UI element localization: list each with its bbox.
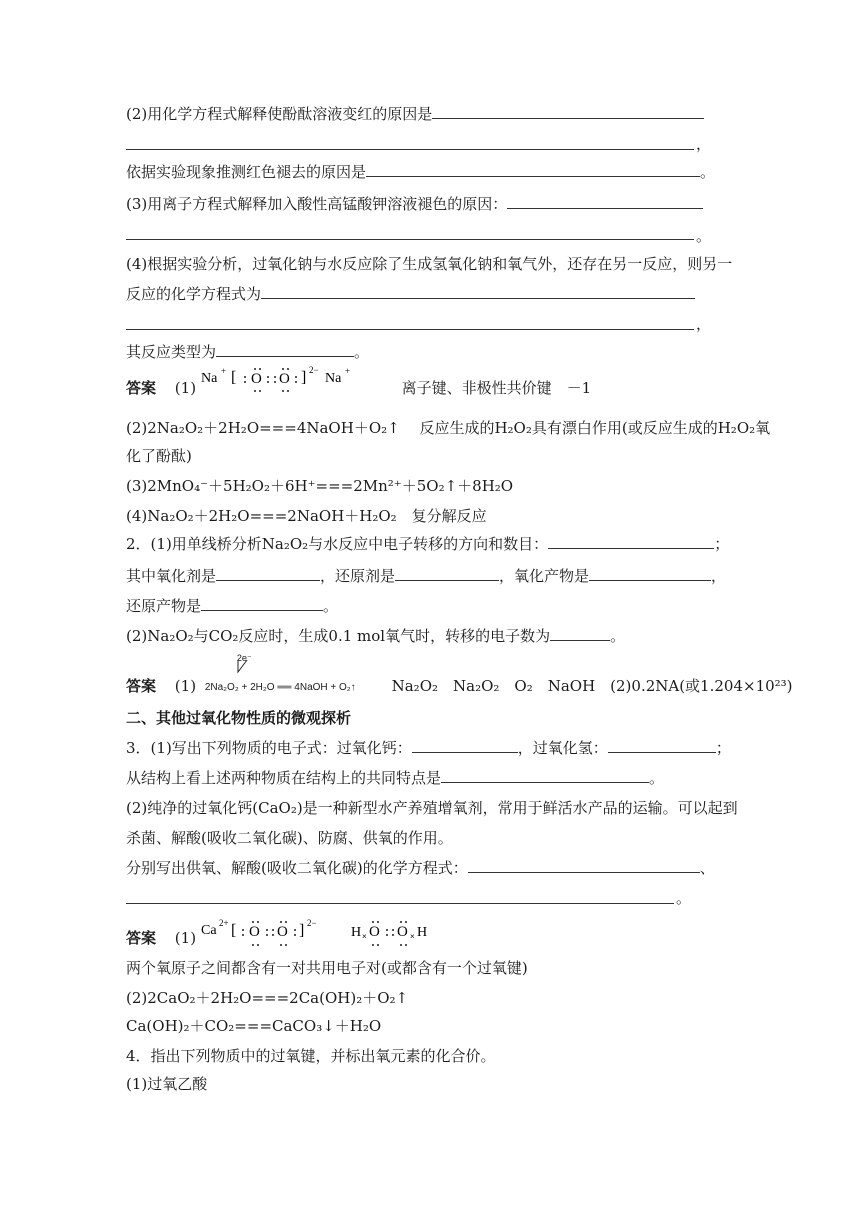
answer-blank[interactable] — [432, 104, 704, 119]
answer-blank[interactable] — [126, 902, 674, 904]
svg-text:O: O — [368, 924, 380, 940]
answer3-line4: Ca(OH)₂＋CO₂===CaCO₃↓＋H₂O — [126, 1017, 382, 1035]
svg-text:O: O — [396, 924, 408, 940]
answer-blank[interactable] — [589, 566, 711, 581]
answer-blank[interactable] — [507, 194, 703, 209]
svg-text:O: O — [248, 924, 260, 940]
answer-blank[interactable] — [548, 534, 714, 549]
answer-blank[interactable] — [261, 284, 695, 299]
q1-part4b-line: 反应的化学方程式为 — [126, 284, 695, 304]
answer3-line3: (2)2CaO₂＋2H₂O===2Ca(OH)₂＋O₂↑ — [126, 989, 409, 1007]
svg-text:Ca: Ca — [200, 923, 217, 938]
svg-text:O: O — [278, 371, 290, 387]
answer-blank[interactable] — [608, 738, 716, 753]
answer-blank[interactable] — [412, 738, 518, 753]
svg-text:2−: 2− — [308, 365, 319, 375]
answer3-line2: 两个氧原子之间都含有一对共用电子对(或都含有一个过氧键) — [126, 959, 528, 977]
svg-text:2−: 2− — [306, 918, 317, 928]
answer1-line1: 答案 (1) Na + [ O O ] 2− Na + 离子键、非极性共价键 －1 — [126, 378, 591, 418]
section-title: 二、其他过氧化物性质的微观探析 — [126, 709, 352, 727]
answer1-part4: (4)Na₂O₂＋2H₂O===2NaOH＋H₂O₂ 复分解反应 — [126, 507, 487, 525]
q2-line3: 还原产物是 。 — [126, 597, 339, 615]
q2-line4: (2)Na₂O₂与CO₂反应时，生成0.1 mol氧气时，转移的电子数为 。 — [126, 627, 626, 645]
svg-text:]: ] — [298, 922, 305, 939]
q1-part4c-line: 其反应类型为 。 — [126, 343, 370, 361]
q3-line1: 3．(1)写出下列物质的电子式：过氧化钙： ，过氧化氢： ； — [126, 739, 731, 757]
svg-text:H: H — [416, 925, 427, 940]
answer3-line1: 答案 (1) Ca 2+ [ O O ] 2− H × O O × H — [126, 918, 481, 954]
svg-text:Na: Na — [324, 371, 342, 386]
q1-part4a-line: (4)根据实验分析，过氧化钠与水反应除了生成氢氧化钠和氧气外，还存在另一反应，则另一 — [126, 255, 733, 273]
na2o2-electron-formula — [201, 360, 391, 400]
q2-line1: 2．(1)用单线桥分析Na₂O₂与水反应中电子转移的方向和数目： ； — [126, 535, 730, 553]
svg-text:×: × — [361, 932, 367, 941]
answer-blank[interactable] — [201, 596, 323, 611]
answer1-part2: (2)2Na₂O₂＋2H₂O===4NaOH＋O₂↑ 反应生成的H₂O₂具有漂白作用(或反应生成的H₂O₂氧 — [126, 419, 771, 437]
answer-blank[interactable] — [366, 162, 700, 177]
answer2-line: 答案 (1) 2e⁻ 2Na₂O₂ + 2H₂O ══ 4NaOH + O₂↑ Na₂O₂ Na₂O₂ O₂ NaOH (2)0.2NA(或1.204×10²³) — [126, 648, 793, 692]
svg-text:Na: Na — [200, 371, 218, 386]
single-bridge-diagram: 2e⁻ 2Na₂O₂ + 2H₂O ══ 4NaOH + O₂↑ — [204, 653, 356, 693]
q3-line4: 杀菌、解酸(吸收二氧化碳)、防腐、供氧的作用。 — [126, 829, 453, 847]
answer-blank[interactable] — [126, 238, 694, 240]
q1-part2b-line: 依据实验现象推测红色褪去的原因是 。 — [126, 163, 716, 181]
answer-blank[interactable] — [126, 328, 694, 330]
q1-part3-line: (3)用离子方程式解释加入酸性高锰酸钾溶液褪色的原因： — [126, 194, 703, 214]
q1-part2-line: (2)用化学方程式解释使酚酞溶液变红的原因是 — [126, 104, 704, 124]
svg-text:]: ] — [300, 369, 307, 386]
peroxide-electron-formulas — [201, 918, 481, 954]
svg-text:+: + — [220, 366, 226, 376]
svg-text:[: [ — [230, 922, 237, 939]
answer-blank[interactable] — [216, 566, 320, 581]
answer-blank[interactable] — [395, 566, 499, 581]
electron-arrow-icon — [235, 658, 255, 678]
svg-text:2+: 2+ — [218, 918, 229, 928]
answer-blank[interactable] — [468, 858, 700, 873]
q3-line3: (2)纯净的过氧化钙(CaO₂)是一种新型水产养殖增氧剂，常用于鲜活水产品的运输。可以起到 — [126, 799, 738, 817]
svg-text:H: H — [350, 925, 361, 940]
svg-text:×: × — [409, 932, 415, 941]
answer-blank[interactable] — [550, 626, 610, 641]
q4-line2: (1)过氧乙酸 — [126, 1075, 208, 1093]
answer1-part3: (3)2MnO₄⁻＋5H₂O₂＋6H⁺===2Mn²⁺＋5O₂↑＋8H₂O — [126, 477, 514, 495]
answer1-part2b: 化了酚酞) — [126, 447, 192, 465]
q3-line5: 分别写出供氧、解酸(吸收二氧化碳)的化学方程式： 、 — [126, 859, 715, 877]
svg-text:O: O — [276, 924, 288, 940]
svg-text:O: O — [250, 371, 262, 387]
answer-blank[interactable] — [126, 148, 694, 150]
q4-line1: 4．指出下列物质中的过氧键，并标出氧元素的化合价。 — [126, 1047, 496, 1065]
svg-text:+: + — [344, 366, 350, 376]
answer-blank[interactable] — [216, 342, 354, 357]
q3-line2: 从结构上看上述两种物质在结构上的共同特点是 。 — [126, 769, 665, 787]
svg-text:[: [ — [230, 369, 237, 386]
q2-line2: 其中氧化剂是 ，还原剂是 ，氧化产物是 ， — [126, 567, 727, 585]
answer-blank[interactable] — [441, 768, 649, 783]
